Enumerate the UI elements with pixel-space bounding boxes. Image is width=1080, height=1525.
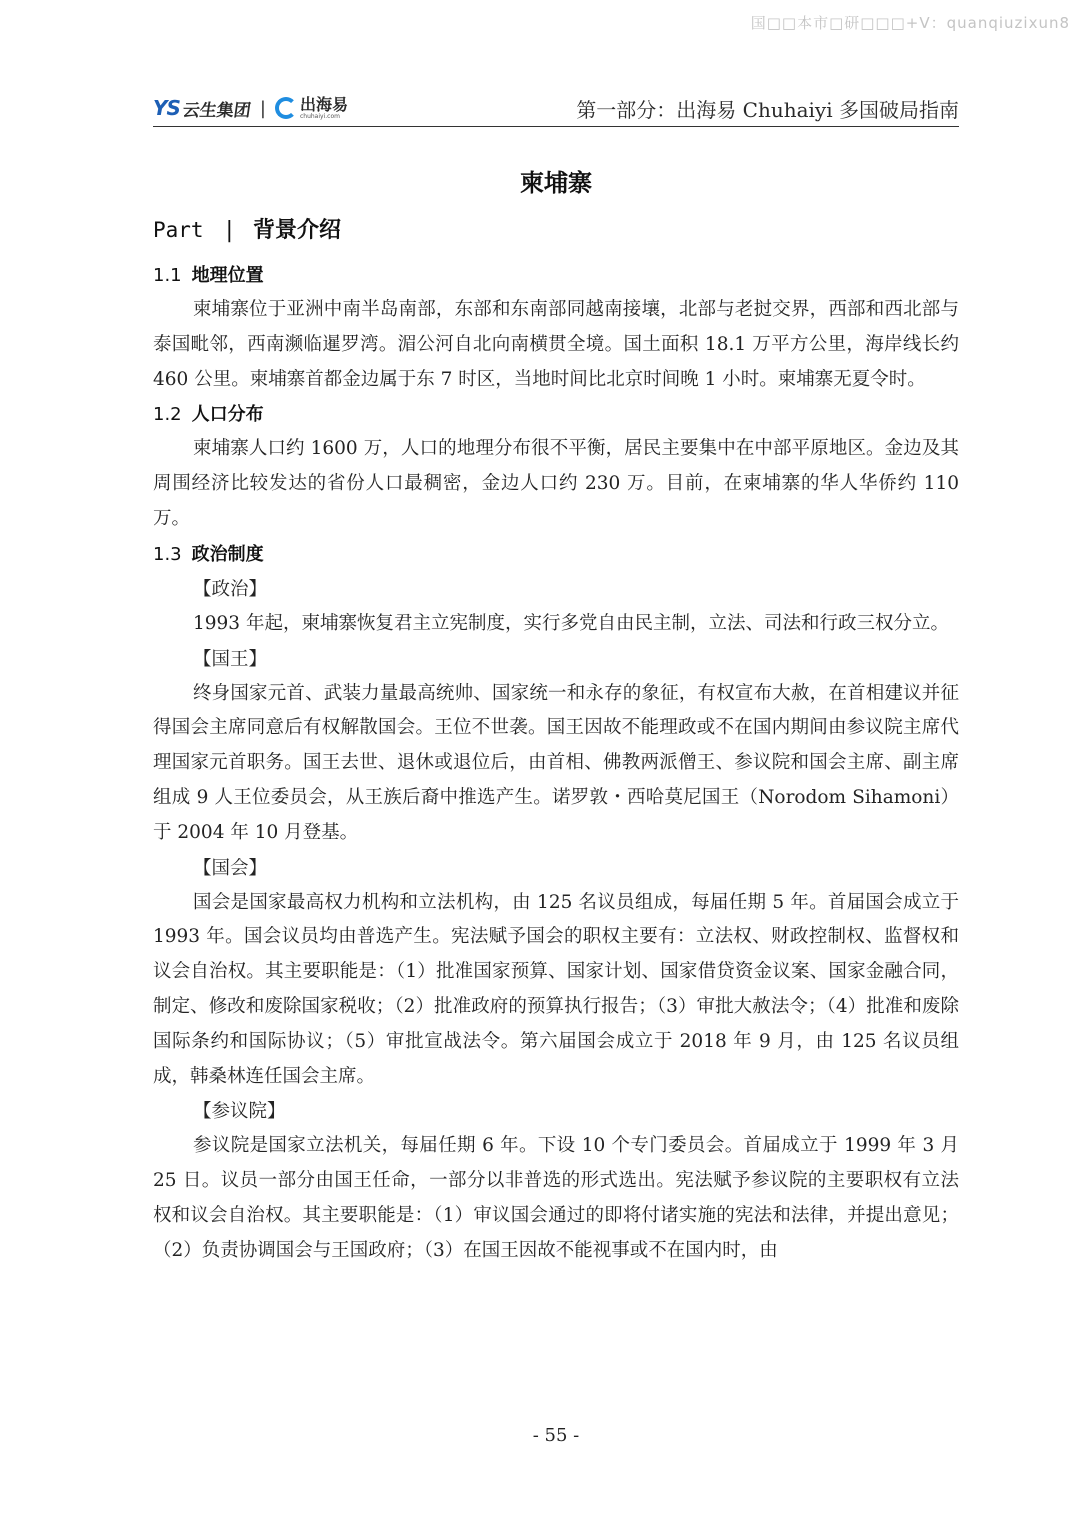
part-title: 背景介绍 [253, 218, 342, 243]
paragraph-senate: 参议院是国家立法机关，每届任期 6 年。下设 10 个专门委员会。首届成立于 1999 年 3 月 25 日。议员一部分由国王任命，一部分以非普选的形式选出。宪法赋予参议院的主要职权有立法权和议会自治权。其主要职能是：（1）审议国会通过的即将付诸实施的宪法和法律，并提出意见；（2）负责协调国会与王国政府；（3）在国王因故不能视事或不在国内时，由 [153, 1135, 959, 1261]
ys-logo-mark: YS [153, 96, 180, 120]
document-title: 柬埔寨 [520, 169, 592, 197]
chuhaiyi-logo-url: chuhaiyi.com [299, 112, 340, 120]
paragraph-geography: 柬埔寨位于亚洲中南半岛南部，东部和东南部同越南接壤，北部与老挝交界，西部和西北部与泰国毗邻，西南濒临暹罗湾。湄公河自北向南横贯全境。国土面积 18.1 万平方公里，海岸线长约 460 公里。柬埔寨首都金边属于东 7 时区，当地时间比北京时间晚 1 小时。柬埔寨无夏令时。 [153, 299, 959, 390]
yunsheng-logo-text: 云生集团 [181, 100, 252, 121]
section-title: 地理位置 [191, 265, 264, 286]
section-heading-politics [153, 537, 959, 572]
part-heading [153, 213, 341, 244]
subheading-parliament: 【国会】 [193, 857, 268, 879]
paragraph-king: 终身国家元首、武装力量最高统帅、国家统一和永存的象征，有权宣布大赦，在首相建议并征得国会主席同意后有权解散国会。王位不世袭。国王因故不能理政或不在国内期间由参议院主席代理国家元首职务。国王去世、退休或退位后，由首相、佛教两派僧王、参议院和国会主席、副主席组成 9 人王位委员会，从王族后裔中推选产生。诺罗敦・西哈莫尼国王（Norodom Sihamoni）于 2004 年 10 月登基。 [153, 682, 959, 843]
part-separator: | [225, 218, 233, 243]
paragraph-politics: 1993 年起，柬埔寨恢复君主立宪制度，实行多党自由民主制，立法、司法和行政三权分立。 [193, 612, 949, 634]
section-title: 人口分布 [191, 404, 264, 426]
watermark-text: 国□□本市□研□□□+V：quanqiuzixun8 [750, 14, 1070, 32]
section-heading-geography [153, 258, 959, 293]
page-header [153, 92, 959, 127]
document-body [153, 258, 959, 1269]
section-heading-population [153, 397, 959, 432]
paragraph-parliament: 国会是国家最高权力机构和立法机构，由 125 名议员组成，每届任期 5 年。首届国会成立于 1993 年。国会议员均由普选产生。宪法赋予国会的职权主要有：立法权、财政控制权、监督权和议会自治权。其主要职能是：（1）批准国家预算、国家计划、国家借贷资金议案、国家金融合同，制定、修改和废除国家税收；（2）批准政府的预算执行报告；（3）审批大赦法令；（4）批准和废除国际条约和国际协议；（5）审批宣战法令。第六届国会成立于 2018 年 9 月，由 125 名议员组成，韩桑林连任国会主席。 [153, 891, 959, 1087]
section-number: 1.3 [153, 543, 182, 565]
section-title: 政治制度 [191, 543, 264, 565]
section-number: 1.1 [153, 265, 182, 286]
subheading-senate: 【参议院】 [193, 1101, 286, 1123]
section-number: 1.2 [153, 404, 182, 426]
subheading-politics: 【政治】 [193, 578, 268, 600]
chuhaiyi-logo [299, 94, 348, 120]
page-number: - 55 - [532, 1425, 580, 1446]
part-label: Part [153, 218, 204, 242]
header-section-title: 第一部分：出海易 Chuhaiyi 多国破局指南 [576, 98, 959, 122]
header-logo [153, 94, 348, 122]
paragraph-population: 柬埔寨人口约 1600 万，人口的地理分布很不平衡，居民主要集中在中部平原地区。金边及其周围经济比较发达的省份人口最稠密，金边人口约 230 万。目前，在柬埔寨的华人华侨约 110 万。 [153, 438, 959, 529]
chuhaiyi-c-icon [275, 97, 297, 119]
subheading-king: 【国王】 [193, 648, 268, 670]
chuhaiyi-logo-text: 出海易 [299, 94, 348, 114]
logo-separator: | [259, 97, 266, 119]
